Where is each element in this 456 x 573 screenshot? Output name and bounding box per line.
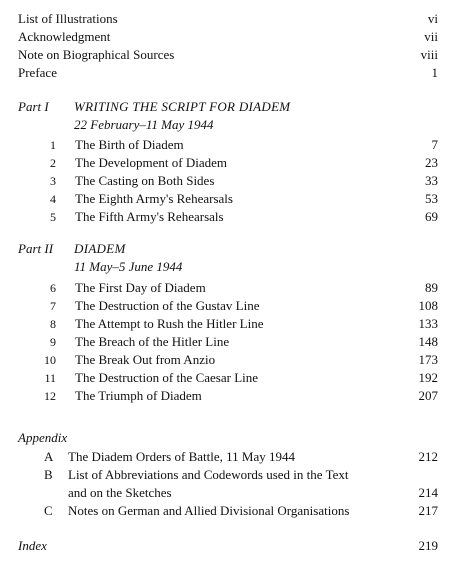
appendix-label: Appendix bbox=[18, 430, 68, 445]
toc-entry-page: viii bbox=[420, 47, 438, 62]
chapter-number: 6 bbox=[50, 281, 56, 295]
chapter-title: The Casting on Both Sides bbox=[75, 173, 215, 188]
chapter-number: 5 bbox=[50, 210, 56, 224]
chapter-title: The Eighth Army's Rehearsals bbox=[75, 191, 233, 206]
toc-entry-page: vii bbox=[424, 29, 438, 44]
appendix-letter: C bbox=[44, 503, 53, 518]
toc-entry-page: vi bbox=[427, 11, 438, 26]
chapter-number: 3 bbox=[50, 174, 56, 188]
chapter-page: 192 bbox=[418, 370, 438, 385]
chapter-page: 89 bbox=[425, 280, 438, 295]
chapter-number: 4 bbox=[50, 192, 56, 206]
chapter-number: 8 bbox=[50, 317, 56, 331]
appendix-title: Notes on German and Allied Divisional Organisations bbox=[68, 503, 350, 518]
toc-entry-page: 1 bbox=[431, 65, 438, 80]
chapter-title: The Attempt to Rush the Hitler Line bbox=[75, 316, 264, 331]
part-dates: 11 May–5 June 1944 bbox=[74, 259, 183, 274]
part-label: Part II bbox=[18, 241, 54, 256]
appendix-letter: B bbox=[44, 467, 53, 482]
chapter-number: 10 bbox=[44, 353, 56, 367]
toc-entry-title: Preface bbox=[18, 65, 57, 80]
chapter-title: The Destruction of the Gustav Line bbox=[75, 298, 260, 313]
chapter-title: The Triumph of Diadem bbox=[75, 388, 202, 403]
chapter-title: The First Day of Diadem bbox=[75, 280, 206, 295]
chapter-title: The Development of Diadem bbox=[75, 155, 227, 170]
chapter-title: The Fifth Army's Rehearsals bbox=[75, 209, 224, 224]
part-label: Part I bbox=[18, 99, 49, 114]
chapter-number: 11 bbox=[44, 371, 56, 385]
appendix-letter: A bbox=[44, 449, 54, 464]
chapter-page: 173 bbox=[418, 352, 438, 367]
chapter-page: 33 bbox=[425, 173, 438, 188]
toc-entry-title: Acknowledgment bbox=[18, 29, 111, 44]
index-label: Index bbox=[18, 538, 47, 553]
appendix-title: List of Abbreviations and Codewords used in the Text bbox=[68, 467, 349, 482]
chapter-page: 23 bbox=[425, 155, 438, 170]
chapter-title: The Birth of Diadem bbox=[75, 137, 184, 152]
chapter-number: 12 bbox=[44, 389, 56, 403]
part-dates: 22 February–11 May 1944 bbox=[74, 117, 214, 132]
chapter-number: 9 bbox=[50, 335, 56, 349]
chapter-title: The Breach of the Hitler Line bbox=[75, 334, 230, 349]
chapter-number: 1 bbox=[50, 138, 56, 152]
chapter-number: 7 bbox=[50, 299, 56, 313]
chapter-number: 2 bbox=[50, 156, 56, 170]
chapter-title: The Break Out from Anzio bbox=[75, 352, 216, 367]
part-title: DIADEM bbox=[74, 241, 126, 256]
chapter-page: 133 bbox=[418, 316, 438, 331]
part-title: WRITING THE SCRIPT FOR DIADEM bbox=[74, 99, 291, 114]
appendix-title-continued: and on the Sketches bbox=[68, 485, 172, 500]
chapter-page: 69 bbox=[425, 209, 438, 224]
chapter-page: 53 bbox=[425, 191, 438, 206]
chapter-page: 148 bbox=[418, 334, 438, 349]
chapter-page: 108 bbox=[418, 298, 438, 313]
toc-entry-title: List of Illustrations bbox=[18, 11, 118, 26]
appendix-page: 217 bbox=[418, 503, 438, 518]
chapter-page: 7 bbox=[431, 137, 438, 152]
appendix-page: 212 bbox=[418, 449, 438, 464]
toc-entry-title: Note on Biographical Sources bbox=[18, 47, 175, 62]
appendix-page: 214 bbox=[418, 485, 438, 500]
appendix-title: The Diadem Orders of Battle, 11 May 1944 bbox=[68, 449, 295, 464]
chapter-page: 207 bbox=[418, 388, 438, 403]
index-page: 219 bbox=[418, 538, 438, 553]
chapter-title: The Destruction of the Caesar Line bbox=[75, 370, 259, 385]
